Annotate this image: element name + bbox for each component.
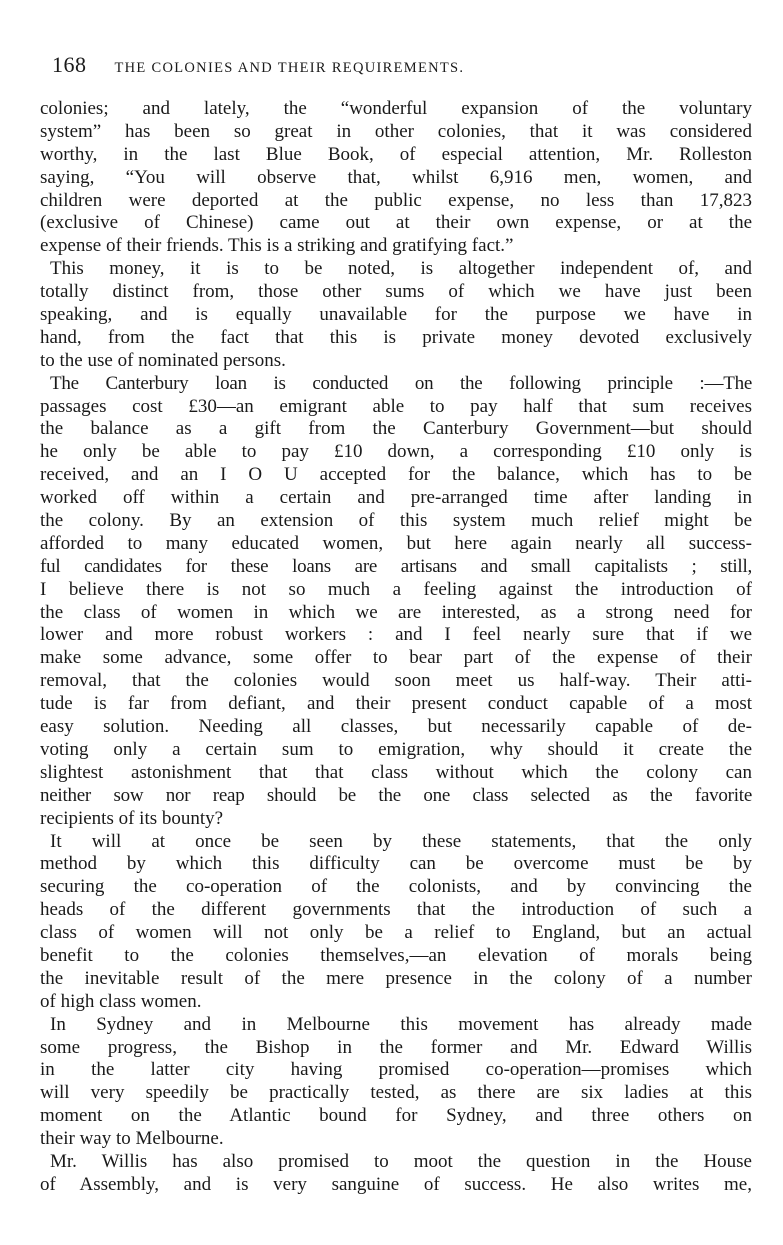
text-line: in the latter city having promised co-operation—promises which bbox=[40, 1059, 752, 1081]
page-header bbox=[52, 52, 772, 82]
text-line: speaking, and is equally unavailable for the purpose we have in bbox=[40, 304, 752, 326]
text-line: class of women will not only be a relief to England, but an actual bbox=[40, 922, 752, 944]
text-line: heads of the different governments that the introduction of such a bbox=[40, 899, 752, 921]
text-line: neither sow nor reap should be the one class selected as the favorite bbox=[40, 784, 752, 806]
text-line: voting only a certain sum to emigration, why should it create the bbox=[40, 738, 752, 760]
text-line: moment on the Atlantic bound for Sydney, and three others on bbox=[40, 1105, 752, 1127]
text-line: totally distinct from, those other sums of which we have just been bbox=[40, 281, 752, 303]
text-line: Mr. Willis has also promised to moot the question in the House bbox=[50, 1150, 752, 1172]
text-line: securing the co-operation of the colonists, and by convincing the bbox=[40, 876, 752, 898]
text-line: the inevitable result of the mere presence in the colony of a number bbox=[40, 967, 752, 989]
text-line: worked off within a certain and pre-arranged time after landing in bbox=[40, 487, 752, 509]
text-line: received, and an I O U accepted for the balance, which has to be bbox=[40, 464, 752, 486]
text-line: The Canterbury loan is conducted on the following principle :—The bbox=[50, 372, 752, 394]
text-line: passages cost £30—an emigrant able to pay half that sum receives bbox=[40, 395, 752, 417]
text-line: colonies; and lately, the “wonderful expansion of the voluntary bbox=[40, 98, 752, 119]
text-line: to the use of nominated persons. bbox=[40, 349, 286, 371]
text-line: will very speedily be practically tested, as there are six ladies at this bbox=[40, 1082, 752, 1104]
text-line: slightest astonishment that that class without which the colony can bbox=[40, 761, 752, 783]
text-line: saying, “You will observe that, whilst 6,916 men, women, and bbox=[40, 166, 752, 188]
body-text bbox=[40, 98, 752, 1197]
page-number: 168 bbox=[52, 52, 87, 77]
text-line: system” has been so great in other colonies, that it was considered bbox=[40, 120, 752, 142]
text-line: ful candidates for these loans are artisans and small capitalists ; still, bbox=[40, 555, 752, 577]
text-line: tude is far from defiant, and their present conduct capable of a most bbox=[40, 693, 752, 715]
text-line: worthy, in the last Blue Book, of especial attention, Mr. Rolleston bbox=[40, 143, 752, 165]
text-line: It will at once be seen by these statements, that the only bbox=[50, 830, 752, 852]
running-head: THE COLONIES AND THEIR REQUIREMENTS. bbox=[114, 60, 465, 76]
text-line: some progress, the Bishop in the former and Mr. Edward Willis bbox=[40, 1036, 752, 1058]
text-line: In Sydney and in Melbourne this movement has already made bbox=[50, 1013, 752, 1035]
text-line: of Assembly, and is very sanguine of success. He also writes me, bbox=[40, 1173, 752, 1195]
text-line: removal, that the colonies would soon meet us half-way. Their atti- bbox=[40, 670, 752, 692]
text-line: I believe there is not so much a feeling against the introduction of bbox=[40, 578, 752, 600]
text-line: afforded to many educated women, but here again nearly all success- bbox=[40, 532, 752, 554]
text-line: their way to Melbourne. bbox=[40, 1128, 224, 1150]
text-line: (exclusive of Chinese) came out at their own expense, or at the bbox=[40, 212, 752, 234]
text-line: of high class women. bbox=[40, 990, 202, 1012]
text-line: benefit to the colonies themselves,—an elevation of morals being bbox=[40, 944, 752, 966]
text-line: lower and more robust workers : and I feel nearly sure that if we bbox=[40, 624, 752, 646]
text-line: the colony. By an extension of this system much relief might be bbox=[40, 510, 752, 532]
text-line: method by which this difficulty can be overcome must be by bbox=[40, 853, 752, 875]
text-line: expense of their friends. This is a striking and gratifying fact.” bbox=[40, 235, 514, 257]
text-line: recipients of its bounty? bbox=[40, 807, 224, 829]
text-line: the balance as a gift from the Canterbury Government—but should bbox=[40, 418, 752, 440]
text-line: he only be able to pay £10 down, a corresponding £10 only is bbox=[40, 441, 752, 463]
text-line: make some advance, some offer to bear part of the expense of their bbox=[40, 647, 752, 669]
text-line: children were deported at the public expense, no less than 17,823 bbox=[40, 189, 752, 211]
text-line: easy solution. Needing all classes, but necessarily capable of de- bbox=[40, 716, 752, 738]
text-line: hand, from the fact that this is private money devoted exclusively bbox=[40, 326, 752, 348]
text-line: the class of women in which we are interested, as a strong need for bbox=[40, 601, 752, 623]
text-line: This money, it is to be noted, is altogether independent of, and bbox=[50, 258, 752, 280]
